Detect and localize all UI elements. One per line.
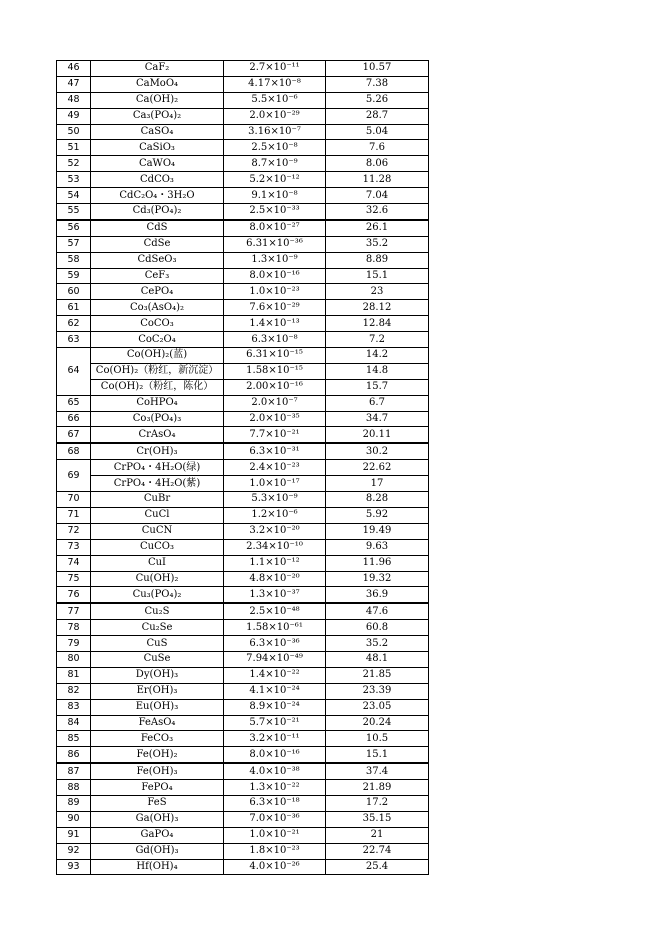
table-row	[57, 108, 429, 124]
row-number: 56	[57, 220, 91, 236]
compound-formula: Ca(OH)₂	[91, 92, 224, 108]
ksp-cell: 1.8×10⁻²³	[224, 843, 326, 859]
ksp-cell: 2.7×10⁻¹¹	[224, 61, 326, 77]
ksp-cell: 8.9×10⁻²⁴	[224, 699, 326, 715]
pksp: 10.5	[326, 731, 429, 747]
row-number: 47	[57, 76, 91, 92]
ksp-cell: 2.5×10⁻⁸	[224, 140, 326, 156]
ksp-cell: 1.0×10⁻²¹	[224, 827, 326, 843]
table-body	[57, 61, 429, 875]
table-row	[57, 188, 429, 204]
table-row	[57, 731, 429, 747]
ksp-cell: 5.7×10⁻²¹	[224, 715, 326, 731]
pksp: 7.04	[326, 188, 429, 204]
ksp-cell: 1.0×10⁻¹⁷	[224, 476, 326, 492]
compound-formula: CuI	[91, 555, 224, 571]
pksp: 37.4	[326, 763, 429, 779]
compound-formula: Cu₂S	[91, 603, 224, 619]
compound-formula: FeCO₃	[91, 731, 224, 747]
ksp-cell: 1.4×10⁻²²	[224, 667, 326, 683]
compound-formula: Ga(OH)₃	[91, 811, 224, 827]
table-row	[57, 427, 429, 443]
ksp-cell: 2.0×10⁻⁷	[224, 395, 326, 411]
compound-formula: Fe(OH)₃	[91, 763, 224, 779]
compound-formula: CoC₂O₄	[91, 332, 224, 348]
table-row	[57, 316, 429, 332]
ksp-cell: 1.3×10⁻⁹	[224, 252, 326, 268]
row-number: 83	[57, 699, 91, 715]
ksp-cell: 8.7×10⁻⁹	[224, 156, 326, 172]
compound-formula: CdC₂O₄・3H₂O	[91, 188, 224, 204]
compound-formula: CaF₂	[91, 61, 224, 77]
row-number: 50	[57, 124, 91, 140]
compound-formula: Gd(OH)₃	[91, 843, 224, 859]
ksp-cell: 1.4×10⁻¹³	[224, 316, 326, 332]
row-number: 90	[57, 811, 91, 827]
pksp: 11.28	[326, 172, 429, 188]
ksp-cell: 1.0×10⁻²³	[224, 284, 326, 300]
table-row	[57, 699, 429, 715]
compound-formula: Co(OH)₂(蓝)	[91, 348, 224, 364]
row-number: 80	[57, 651, 91, 667]
pksp: 35.15	[326, 811, 429, 827]
row-number: 91	[57, 827, 91, 843]
ksp-cell: 7.6×10⁻²⁹	[224, 300, 326, 316]
pksp: 6.7	[326, 395, 429, 411]
pksp: 7.6	[326, 140, 429, 156]
table-row	[57, 667, 429, 683]
pksp: 28.7	[326, 108, 429, 124]
row-number: 77	[57, 603, 91, 619]
row-number: 75	[57, 571, 91, 587]
row-number: 58	[57, 252, 91, 268]
ksp-cell: 8.0×10⁻²⁷	[224, 220, 326, 236]
ksp-cell: 2.0×10⁻²⁹	[224, 108, 326, 124]
pksp: 22.74	[326, 843, 429, 859]
ksp-cell: 5.3×10⁻⁹	[224, 492, 326, 508]
table-row	[57, 795, 429, 811]
pksp: 23.39	[326, 683, 429, 699]
pksp: 32.6	[326, 204, 429, 220]
pksp: 35.2	[326, 636, 429, 652]
table-row	[57, 443, 429, 459]
table-row	[57, 747, 429, 763]
compound-formula: Co(OH)₂（粉红，新沉淀）	[91, 363, 224, 379]
compound-formula: CaWO₄	[91, 156, 224, 172]
pksp: 20.11	[326, 427, 429, 443]
pksp: 8.89	[326, 252, 429, 268]
compound-formula: FePO₄	[91, 780, 224, 796]
compound-formula: Fe(OH)₂	[91, 747, 224, 763]
table-row	[57, 460, 429, 476]
pksp: 22.62	[326, 460, 429, 476]
compound-formula: CuCl	[91, 507, 224, 523]
compound-formula: FeS	[91, 795, 224, 811]
compound-formula: Eu(OH)₃	[91, 699, 224, 715]
compound-formula: CdCO₃	[91, 172, 224, 188]
table-row	[57, 61, 429, 77]
compound-formula: Cr(OH)₃	[91, 443, 224, 459]
pksp: 15.1	[326, 747, 429, 763]
table-row	[57, 523, 429, 539]
table-row	[57, 92, 429, 108]
table-row	[57, 348, 429, 364]
table-row	[57, 156, 429, 172]
compound-formula: CoHPO₄	[91, 395, 224, 411]
pksp: 14.8	[326, 363, 429, 379]
ksp-cell: 7.94×10⁻⁴⁹	[224, 651, 326, 667]
row-number: 48	[57, 92, 91, 108]
pksp: 26.1	[326, 220, 429, 236]
ksp-cell: 6.3×10⁻⁸	[224, 332, 326, 348]
table-row	[57, 284, 429, 300]
row-number: 63	[57, 332, 91, 348]
pksp: 8.06	[326, 156, 429, 172]
compound-formula: CrPO₄・4H₂O(紫)	[91, 476, 224, 492]
ksp-cell: 4.0×10⁻³⁸	[224, 763, 326, 779]
compound-formula: CoCO₃	[91, 316, 224, 332]
table-row	[57, 843, 429, 859]
table-row	[57, 476, 429, 492]
table-row	[57, 220, 429, 236]
row-number: 81	[57, 667, 91, 683]
compound-formula: Dy(OH)₃	[91, 667, 224, 683]
ksp-cell: 2.00×10⁻¹⁶	[224, 379, 326, 395]
compound-formula: Co(OH)₂（粉红，陈化）	[91, 379, 224, 395]
ksp-cell: 5.2×10⁻¹²	[224, 172, 326, 188]
table-row	[57, 683, 429, 699]
pksp: 15.1	[326, 268, 429, 284]
row-number: 59	[57, 268, 91, 284]
ksp-cell: 4.0×10⁻²⁶	[224, 859, 326, 875]
table-row	[57, 172, 429, 188]
table-row	[57, 140, 429, 156]
row-number: 53	[57, 172, 91, 188]
row-number: 68	[57, 443, 91, 459]
ksp-cell: 1.3×10⁻²²	[224, 780, 326, 796]
row-number: 86	[57, 747, 91, 763]
compound-formula: CrAsO₄	[91, 427, 224, 443]
ksp-cell: 7.0×10⁻³⁶	[224, 811, 326, 827]
table-row	[57, 507, 429, 523]
compound-formula: GaPO₄	[91, 827, 224, 843]
table-row	[57, 252, 429, 268]
pksp: 5.04	[326, 124, 429, 140]
pksp: 21.89	[326, 780, 429, 796]
pksp: 34.7	[326, 411, 429, 427]
table-row	[57, 763, 429, 779]
ksp-cell: 2.0×10⁻³⁵	[224, 411, 326, 427]
compound-formula: CdS	[91, 220, 224, 236]
row-number: 55	[57, 204, 91, 220]
ksp-cell: 3.2×10⁻²⁰	[224, 523, 326, 539]
pksp: 10.57	[326, 61, 429, 77]
row-number: 76	[57, 587, 91, 603]
table-row	[57, 620, 429, 636]
table-row	[57, 411, 429, 427]
pksp: 17.2	[326, 795, 429, 811]
row-number: 57	[57, 236, 91, 252]
ksp-cell: 6.31×10⁻³⁶	[224, 236, 326, 252]
table-row	[57, 395, 429, 411]
row-number: 61	[57, 300, 91, 316]
compound-formula: Ca₃(PO₄)₂	[91, 108, 224, 124]
compound-formula: CePO₄	[91, 284, 224, 300]
compound-formula: CuSe	[91, 651, 224, 667]
row-number: 85	[57, 731, 91, 747]
table-row	[57, 300, 429, 316]
compound-formula: Co₃(PO₄)₃	[91, 411, 224, 427]
compound-formula: CaSO₄	[91, 124, 224, 140]
pksp: 17	[326, 476, 429, 492]
row-number: 82	[57, 683, 91, 699]
table-row	[57, 715, 429, 731]
ksp-cell: 6.3×10⁻³⁶	[224, 636, 326, 652]
compound-formula: CuCN	[91, 523, 224, 539]
table-row	[57, 76, 429, 92]
compound-formula: Hf(OH)₄	[91, 859, 224, 875]
pksp: 21	[326, 827, 429, 843]
ksp-cell: 8.0×10⁻¹⁶	[224, 268, 326, 284]
ksp-cell: 6.31×10⁻¹⁵	[224, 348, 326, 364]
ksp-cell: 3.16×10⁻⁷	[224, 124, 326, 140]
table-row	[57, 236, 429, 252]
table-row	[57, 571, 429, 587]
pksp: 11.96	[326, 555, 429, 571]
table-row	[57, 363, 429, 379]
pksp: 7.38	[326, 76, 429, 92]
compound-formula: Cd₃(PO₄)₂	[91, 204, 224, 220]
pksp: 5.26	[326, 92, 429, 108]
compound-formula: CeF₃	[91, 268, 224, 284]
table-row	[57, 827, 429, 843]
row-number: 92	[57, 843, 91, 859]
ksp-cell: 7.7×10⁻²¹	[224, 427, 326, 443]
ksp-cell: 2.4×10⁻²³	[224, 460, 326, 476]
row-number: 71	[57, 507, 91, 523]
compound-formula: CuS	[91, 636, 224, 652]
ksp-cell: 2.5×10⁻⁴⁸	[224, 603, 326, 619]
ksp-cell: 6.3×10⁻³¹	[224, 443, 326, 459]
pksp: 8.28	[326, 492, 429, 508]
pksp: 23	[326, 284, 429, 300]
row-number: 74	[57, 555, 91, 571]
row-number: 51	[57, 140, 91, 156]
pksp: 19.32	[326, 571, 429, 587]
table-row	[57, 780, 429, 796]
table-row	[57, 859, 429, 875]
row-number: 69	[57, 460, 91, 492]
pksp: 19.49	[326, 523, 429, 539]
table-row	[57, 492, 429, 508]
compound-formula: CaSiO₃	[91, 140, 224, 156]
table-row	[57, 587, 429, 603]
table-row	[57, 332, 429, 348]
pksp: 15.7	[326, 379, 429, 395]
pksp: 7.2	[326, 332, 429, 348]
compound-formula: CuCO₃	[91, 539, 224, 555]
row-number: 70	[57, 492, 91, 508]
pksp: 14.2	[326, 348, 429, 364]
table-row	[57, 811, 429, 827]
row-number: 79	[57, 636, 91, 652]
compound-formula: CdSeO₃	[91, 252, 224, 268]
ksp-cell: 9.1×10⁻⁸	[224, 188, 326, 204]
row-number: 60	[57, 284, 91, 300]
ksp-cell: 3.2×10⁻¹¹	[224, 731, 326, 747]
row-number: 62	[57, 316, 91, 332]
pksp: 21.85	[326, 667, 429, 683]
compound-formula: FeAsO₄	[91, 715, 224, 731]
row-number: 93	[57, 859, 91, 875]
row-number: 88	[57, 780, 91, 796]
row-number: 46	[57, 61, 91, 77]
pksp: 9.63	[326, 539, 429, 555]
pksp: 30.2	[326, 443, 429, 459]
row-number: 49	[57, 108, 91, 124]
ksp-cell: 1.58×10⁻¹⁵	[224, 363, 326, 379]
table-row	[57, 555, 429, 571]
compound-formula: Co₃(AsO₄)₂	[91, 300, 224, 316]
ksp-cell: 5.5×10⁻⁶	[224, 92, 326, 108]
ksp-cell: 1.1×10⁻¹²	[224, 555, 326, 571]
ksp-cell: 6.3×10⁻¹⁸	[224, 795, 326, 811]
row-number: 66	[57, 411, 91, 427]
pksp: 28.12	[326, 300, 429, 316]
table-row	[57, 539, 429, 555]
row-number: 64	[57, 348, 91, 396]
compound-formula: Cu₂Se	[91, 620, 224, 636]
table-row	[57, 603, 429, 619]
compound-formula: CrPO₄・4H₂O(绿)	[91, 460, 224, 476]
ksp-cell: 1.3×10⁻³⁷	[224, 587, 326, 603]
table-row	[57, 636, 429, 652]
compound-formula: Cu₃(PO₄)₂	[91, 587, 224, 603]
ksp-cell: 1.2×10⁻⁶	[224, 507, 326, 523]
table-row	[57, 124, 429, 140]
pksp: 12.84	[326, 316, 429, 332]
ksp-cell: 2.34×10⁻¹⁰	[224, 539, 326, 555]
pksp: 60.8	[326, 620, 429, 636]
compound-formula: CdSe	[91, 236, 224, 252]
ksp-cell: 8.0×10⁻¹⁶	[224, 747, 326, 763]
row-number: 84	[57, 715, 91, 731]
row-number: 52	[57, 156, 91, 172]
row-number: 65	[57, 395, 91, 411]
pksp: 25.4	[326, 859, 429, 875]
table-row	[57, 268, 429, 284]
table-row	[57, 204, 429, 220]
ksp-cell: 4.8×10⁻²⁰	[224, 571, 326, 587]
row-number: 89	[57, 795, 91, 811]
ksp-cell: 1.58×10⁻⁶¹	[224, 620, 326, 636]
pksp: 23.05	[326, 699, 429, 715]
compound-formula: CaMoO₄	[91, 76, 224, 92]
pksp: 20.24	[326, 715, 429, 731]
row-number: 73	[57, 539, 91, 555]
compound-formula: Er(OH)₃	[91, 683, 224, 699]
row-number: 67	[57, 427, 91, 443]
ksp-cell: 4.17×10⁻⁸	[224, 76, 326, 92]
row-number: 78	[57, 620, 91, 636]
pksp: 35.2	[326, 236, 429, 252]
compound-formula: CuBr	[91, 492, 224, 508]
row-number: 54	[57, 188, 91, 204]
row-number: 72	[57, 523, 91, 539]
pksp: 5.92	[326, 507, 429, 523]
table-row	[57, 651, 429, 667]
compound-formula: Cu(OH)₂	[91, 571, 224, 587]
solubility-product-table	[56, 60, 429, 875]
row-number: 87	[57, 763, 91, 779]
ksp-cell: 2.5×10⁻³³	[224, 204, 326, 220]
pksp: 48.1	[326, 651, 429, 667]
pksp: 47.6	[326, 603, 429, 619]
pksp: 36.9	[326, 587, 429, 603]
table-row	[57, 379, 429, 395]
ksp-cell: 4.1×10⁻²⁴	[224, 683, 326, 699]
